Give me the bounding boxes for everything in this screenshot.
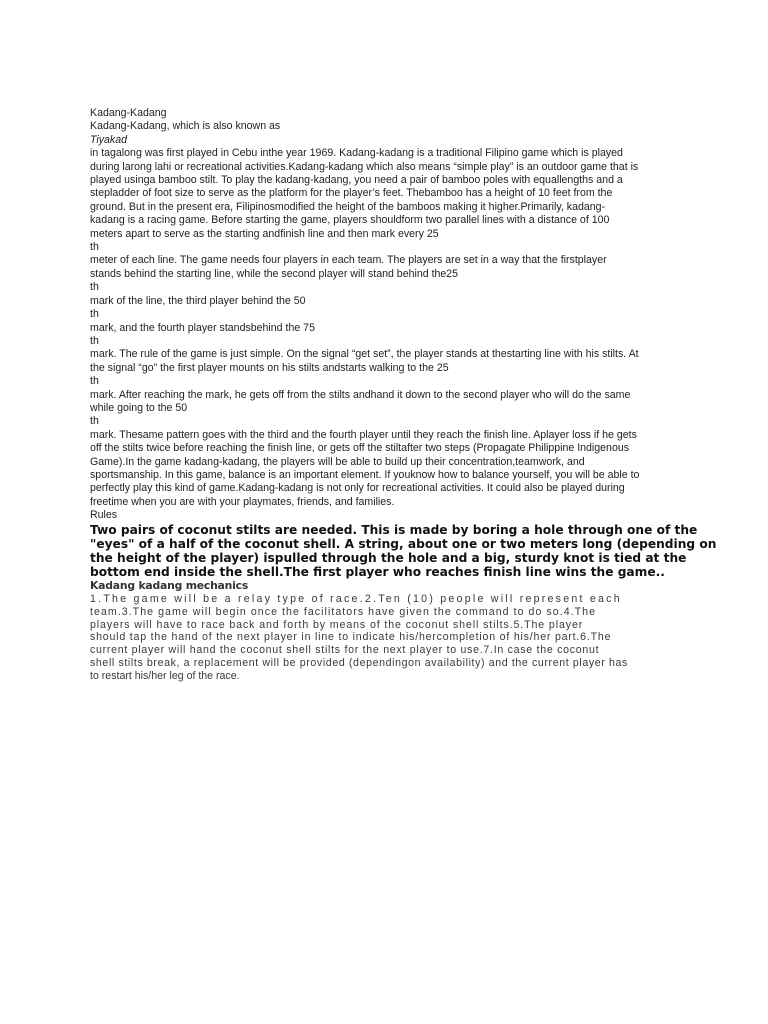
body-line: mark of the line, the third player behind the 50	[90, 294, 306, 307]
body-line: freetime when you are with your playmates, friends, and families.	[90, 495, 395, 508]
body-line: meter of each line. The game needs four players in each team. The players are set in a way that the firstplayer	[90, 254, 607, 267]
body-line: in tagalong was first played in Cebu inthe year 1969. Kadang-kadang is a traditional Filipino game which is played	[90, 147, 623, 160]
body-line: mark. Thesame pattern goes with the third and the fourth player until they reach the finish line. Aplayer loss if he gets	[90, 428, 637, 441]
body-line: mark. After reaching the mark, he gets off from the stilts andhand it down to the second player who will do the same	[90, 388, 631, 401]
mechanics-line: 1.The game will be a relay type of race.2.Ten (10) people will represent each	[90, 593, 622, 605]
mechanics-heading: Kadang kadang mechanics	[90, 579, 249, 593]
body-line: meters apart to serve as the starting andfinish line and then mark every 25	[90, 227, 439, 240]
rules-line: "eyes" of a half of the coconut shell. A string, about one or two meters long (depending on	[90, 536, 717, 551]
mechanics-line: team.3.The game will begin once the facilitators have given the command to do so.4.The	[90, 605, 597, 618]
body-line: Game).In the game kadang-kadang, the players will be able to build up their concentration,teamwork, and	[90, 455, 585, 468]
rules-line: bottom end inside the shell.The first player who reaches finish line wins the game..	[90, 565, 665, 580]
rules-line: the height of the player) ispulled through the hole and a big, sturdy knot is tied at the	[90, 551, 687, 565]
body-line: the signal “go” the first player mounts on his stilts andstarts walking to the 25	[90, 361, 449, 374]
body-line: kadang is a racing game. Before starting the game, players shouldform two parallel lines with a distance of 100	[90, 214, 610, 227]
body-line: perfectly play this kind of game.Kadang-kadang is not only for recreational activities. It could also be played during	[90, 482, 625, 495]
mechanics-line: current player will hand the coconut shell stilts for the next player to use.7.In case the coconut	[90, 644, 600, 657]
mechanics-line: to restart his/her leg of the race.	[90, 669, 240, 682]
body-line: stepladder of foot size to serve as the platform for the player’s feet. Thebamboo has a height of 10 feet from the	[90, 187, 613, 200]
body-line: during larong lahi or recreational activities.Kadang-kadang which also means “simple play” is an outdoor game that is	[90, 160, 639, 173]
body-line: mark. The rule of the game is just simple. On the signal “get set”, the player stands at thestarting line with his stilts. At	[90, 348, 639, 361]
ordinal-suffix: th	[90, 415, 99, 428]
rules-line: Two pairs of coconut stilts are needed. This is made by boring a hole through one of the	[90, 522, 698, 537]
rules-heading: Rules	[90, 509, 118, 522]
mechanics-line: shell stilts break, a replacement will be provided (dependingon availability) and the current player has	[90, 656, 628, 669]
ordinal-suffix: th	[90, 281, 99, 294]
body-line: played usinga bamboo stilt. To play the kadang-kadang, you need a pair of bamboo poles with equallengths and a	[90, 174, 623, 187]
ordinal-suffix: th	[90, 308, 99, 321]
body-line: stands behind the starting line, while the second player will stand behind the25	[90, 267, 459, 280]
document-title: Kadang-Kadang	[90, 107, 167, 119]
mechanics-line: should tap the hand of the next player in line to indicate his/hercompletion of his/her part.6.The	[90, 631, 612, 644]
italic-term: Tiyakad	[90, 133, 128, 146]
intro-line: Kadang-Kadang, which is also known as	[90, 120, 281, 133]
ordinal-suffix: th	[90, 334, 99, 347]
body-line: mark, and the fourth player standsbehind the 75	[90, 321, 315, 334]
body-line: ground. But in the present era, Filipinosmodified the height of the bamboos making it higher.Primarily, kadang-	[90, 200, 606, 213]
ordinal-suffix: th	[90, 241, 99, 254]
mechanics-line: players will have to race back and forth by means of the coconut shell stilts.5.The player	[90, 618, 584, 631]
body-line: sportsmanship. In this game, balance is an important element. If youknow how to balance yourself, you will be able to	[90, 468, 640, 481]
body-line: while going to the 50	[90, 401, 188, 414]
body-line: off the stilts twice before reaching the finish line, or gets off the stiltafter two steps (Propagate Philippine Indigenous	[90, 442, 630, 455]
document-content	[90, 107, 717, 683]
ordinal-suffix: th	[90, 375, 99, 388]
